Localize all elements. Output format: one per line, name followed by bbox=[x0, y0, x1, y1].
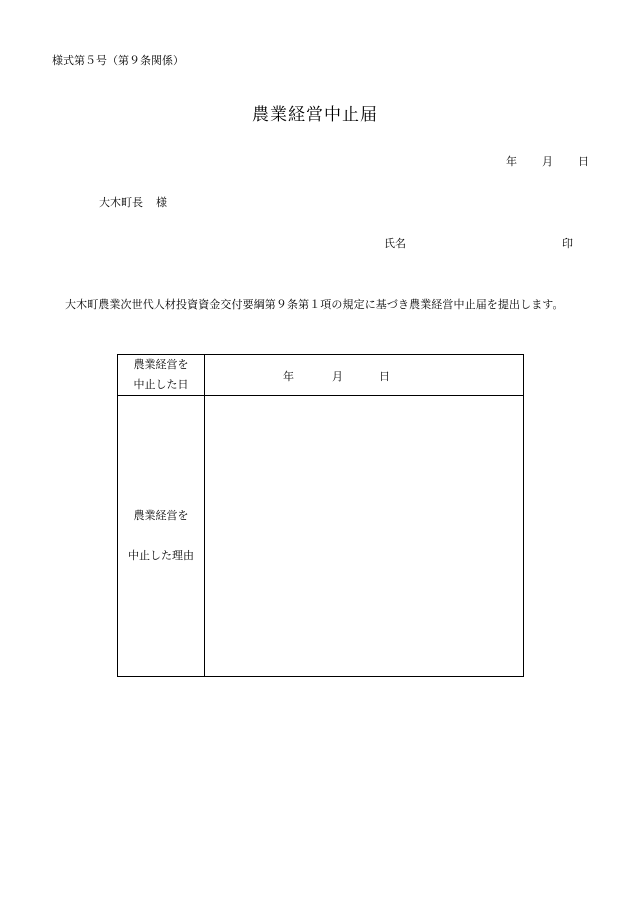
seal-label: 印 bbox=[562, 237, 573, 250]
reason-label-line2: 中止した理由 bbox=[128, 549, 194, 562]
applicant-name-label: 氏名 bbox=[384, 237, 406, 250]
stop-date-label-line1: 農業経営を bbox=[133, 358, 189, 371]
stop-date-field[interactable] bbox=[205, 355, 524, 396]
stop-date-month: 月 bbox=[332, 370, 343, 383]
details-table bbox=[117, 354, 524, 677]
statement-text: 大木町農業次世代人材投資資金交付要綱第９条第１項の規定に基づき農業経営中止届を提出します。 bbox=[65, 298, 564, 311]
submission-date-year: 年 bbox=[506, 155, 517, 168]
reason-row bbox=[118, 396, 524, 677]
addressee bbox=[99, 194, 167, 210]
document-title: 農業経営中止届 bbox=[252, 105, 378, 125]
reason-label-line1: 農業経営を bbox=[133, 509, 189, 522]
reason-label bbox=[118, 396, 205, 677]
form-number: 様式第５号（第９条関係） bbox=[52, 54, 184, 67]
stop-date-row bbox=[118, 355, 524, 396]
reason-field[interactable] bbox=[205, 396, 524, 677]
stop-date-year: 年 bbox=[283, 370, 294, 383]
addressee-honorific: 様 bbox=[156, 196, 167, 209]
submission-date-day: 日 bbox=[578, 155, 589, 168]
addressee-name: 大木町長 bbox=[99, 196, 143, 209]
stop-date-day: 日 bbox=[379, 370, 390, 383]
stop-date-label bbox=[118, 355, 205, 396]
stop-date-label-line2: 中止した日 bbox=[133, 378, 189, 391]
submission-date-month: 月 bbox=[542, 155, 553, 168]
